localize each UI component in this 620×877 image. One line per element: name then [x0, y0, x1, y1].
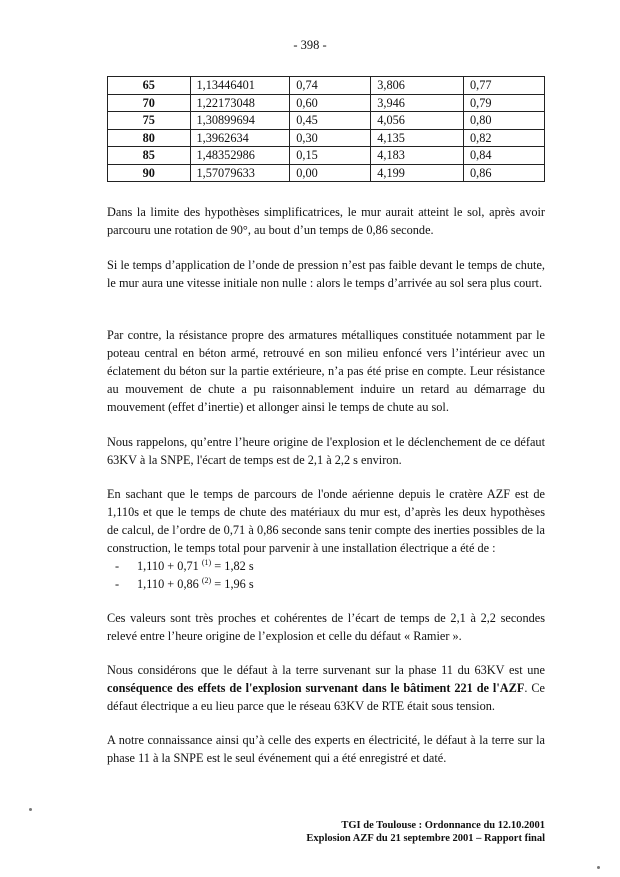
- footnote-ref: (2): [201, 576, 212, 585]
- paragraph-text: Ces valeurs sont très proches et cohérentes de l’écart de temps de 2,1 à 2,2 secondes relevé entre l’heure origine de l’explosion et celle du défaut « Ramier ».: [107, 611, 545, 643]
- paragraph-text: Par contre, la résistance propre des armatures métalliques constituée notamment par le poteau central en béton armé, retrouvé en son milieu enfoncé vers l’intérieur avec un éclatement du béton sur la partie extérieure, n’a pas été prise en compte. Leur résistance au mouvement de chute a pu raisonnablement induire un retard au démarrage du mouvement (effet d’inertie) et allonger ainsi le temps de chute au sol.: [107, 328, 545, 414]
- table-cell: 1,22173048: [190, 94, 290, 112]
- table-cell: 0,82: [464, 129, 545, 147]
- paragraph-text: A notre connaissance ainsi qu’à celle des experts en électricité, le défaut à la terre sur la phase 11 à la SNPE est le seul événement qui a été enregistré et daté.: [107, 733, 545, 765]
- table-cell: 0,15: [290, 147, 371, 165]
- table-cell: 0,30: [290, 129, 371, 147]
- table-cell: 4,056: [371, 112, 464, 130]
- paragraph-emphasis: conséquence des effets de l'explosion survenant dans le bâtiment 221 de l'AZF: [107, 681, 525, 695]
- paragraph-time-gap: [107, 433, 545, 469]
- table-cell: 4,199: [371, 164, 464, 182]
- scan-mark: [29, 808, 32, 811]
- page-number: - 398 -: [293, 38, 327, 52]
- paragraph-text: Si le temps d’application de l’onde de pression n’est pas faible devant le temps de chute, le mur aura une vitesse initiale non nulle : alors le temps d’arrivée au sol sera plus court.: [107, 258, 545, 290]
- paragraph-fall-time: [107, 203, 545, 239]
- paragraph-reinforcement-resistance: [107, 326, 545, 416]
- table-cell: 0,79: [464, 94, 545, 112]
- table-cell: 3,946: [371, 94, 464, 112]
- table-cell: 3,806: [371, 77, 464, 95]
- paragraph-text: Nous rappelons, qu’entre l’heure origine de l'explosion et le déclenchement de ce défaut 63KV à la SNPE, l'écart de temps est de 2,1 à 2,2 s environ.: [107, 435, 545, 467]
- table-cell: 1,30899694: [190, 112, 290, 130]
- calculation-result: = 1,82 s: [211, 559, 254, 573]
- table-cell: 80: [108, 129, 191, 147]
- table-cell: 1,48352986: [190, 147, 290, 165]
- bullet-dash: -: [115, 559, 120, 573]
- calculation-list: [107, 557, 545, 593]
- table-cell: 0,86: [464, 164, 545, 182]
- footer-line: Explosion AZF du 21 septembre 2001 – Rapport final: [306, 833, 545, 844]
- paragraph-total-time: [107, 485, 545, 593]
- table-cell: 4,183: [371, 147, 464, 165]
- paragraph-initial-speed: [107, 256, 545, 292]
- calculation-result: = 1,96 s: [211, 577, 254, 591]
- table-cell: 65: [108, 77, 191, 95]
- calculation-text: 1,110 + 0,71: [137, 559, 202, 573]
- table-body: [108, 77, 545, 182]
- paragraph-text: Dans la limite des hypothèses simplificatrices, le mur aurait atteint le sol, après avoir parcouru une rotation de 90°, au bout d’un temps de 0,86 seconde.: [107, 205, 545, 237]
- table-row: [108, 164, 545, 182]
- list-item: [107, 557, 545, 575]
- paragraph-conclusion: [107, 661, 545, 715]
- list-item: [107, 575, 545, 593]
- table-cell: 85: [108, 147, 191, 165]
- table-cell: 90: [108, 164, 191, 182]
- page-footer: [200, 819, 545, 845]
- table-cell: 1,3962634: [190, 129, 290, 147]
- table-cell: 0,84: [464, 147, 545, 165]
- table-cell: 4,135: [371, 129, 464, 147]
- table-row: [108, 129, 545, 147]
- table-cell: 1,57079633: [190, 164, 290, 182]
- footnote-ref: (1): [201, 558, 212, 567]
- footer-line: TGI de Toulouse : Ordonnance du 12.10.2001: [341, 820, 545, 831]
- paragraph-text-start: Nous considérons que le défaut à la terre survenant sur la phase 11 du 63KV est une: [107, 663, 545, 677]
- table-cell: 0,60: [290, 94, 371, 112]
- table-cell: 0,74: [290, 77, 371, 95]
- table-row: [108, 147, 545, 165]
- table-cell: 0,80: [464, 112, 545, 130]
- table-row: [108, 112, 545, 130]
- paragraph-coherent-values: [107, 609, 545, 645]
- scan-mark: [597, 866, 600, 869]
- table-row: [108, 94, 545, 112]
- bullet-dash: -: [115, 577, 120, 591]
- table-cell: 1,13446401: [190, 77, 290, 95]
- paragraph-text-end: . Ce défaut électrique a eu lieu parce que le réseau 63KV de RTE était sous tension.: [107, 681, 545, 713]
- table-cell: 0,77: [464, 77, 545, 95]
- paragraph-text: En sachant que le temps de parcours de l'onde aérienne depuis le cratère AZF est de 1,110s et que le temps de chute des matériaux du mur est, d’après les deux hypothèses de calcul, de l’ordre de 0,71 à 0,86 seconde sans tenir compte des inerties possibles de la construction, le temps total pour parvenir à une installation électrique a été de :: [107, 487, 545, 555]
- table-cell: 0,45: [290, 112, 371, 130]
- table-cell: 70: [108, 94, 191, 112]
- data-table: [107, 76, 545, 182]
- table-row: [108, 77, 545, 95]
- calculation-text: 1,110 + 0,86: [137, 577, 202, 591]
- table-cell: 0,00: [290, 164, 371, 182]
- paragraph-text: [107, 661, 545, 715]
- paragraph-single-event: [107, 731, 545, 767]
- table-cell: 75: [108, 112, 191, 130]
